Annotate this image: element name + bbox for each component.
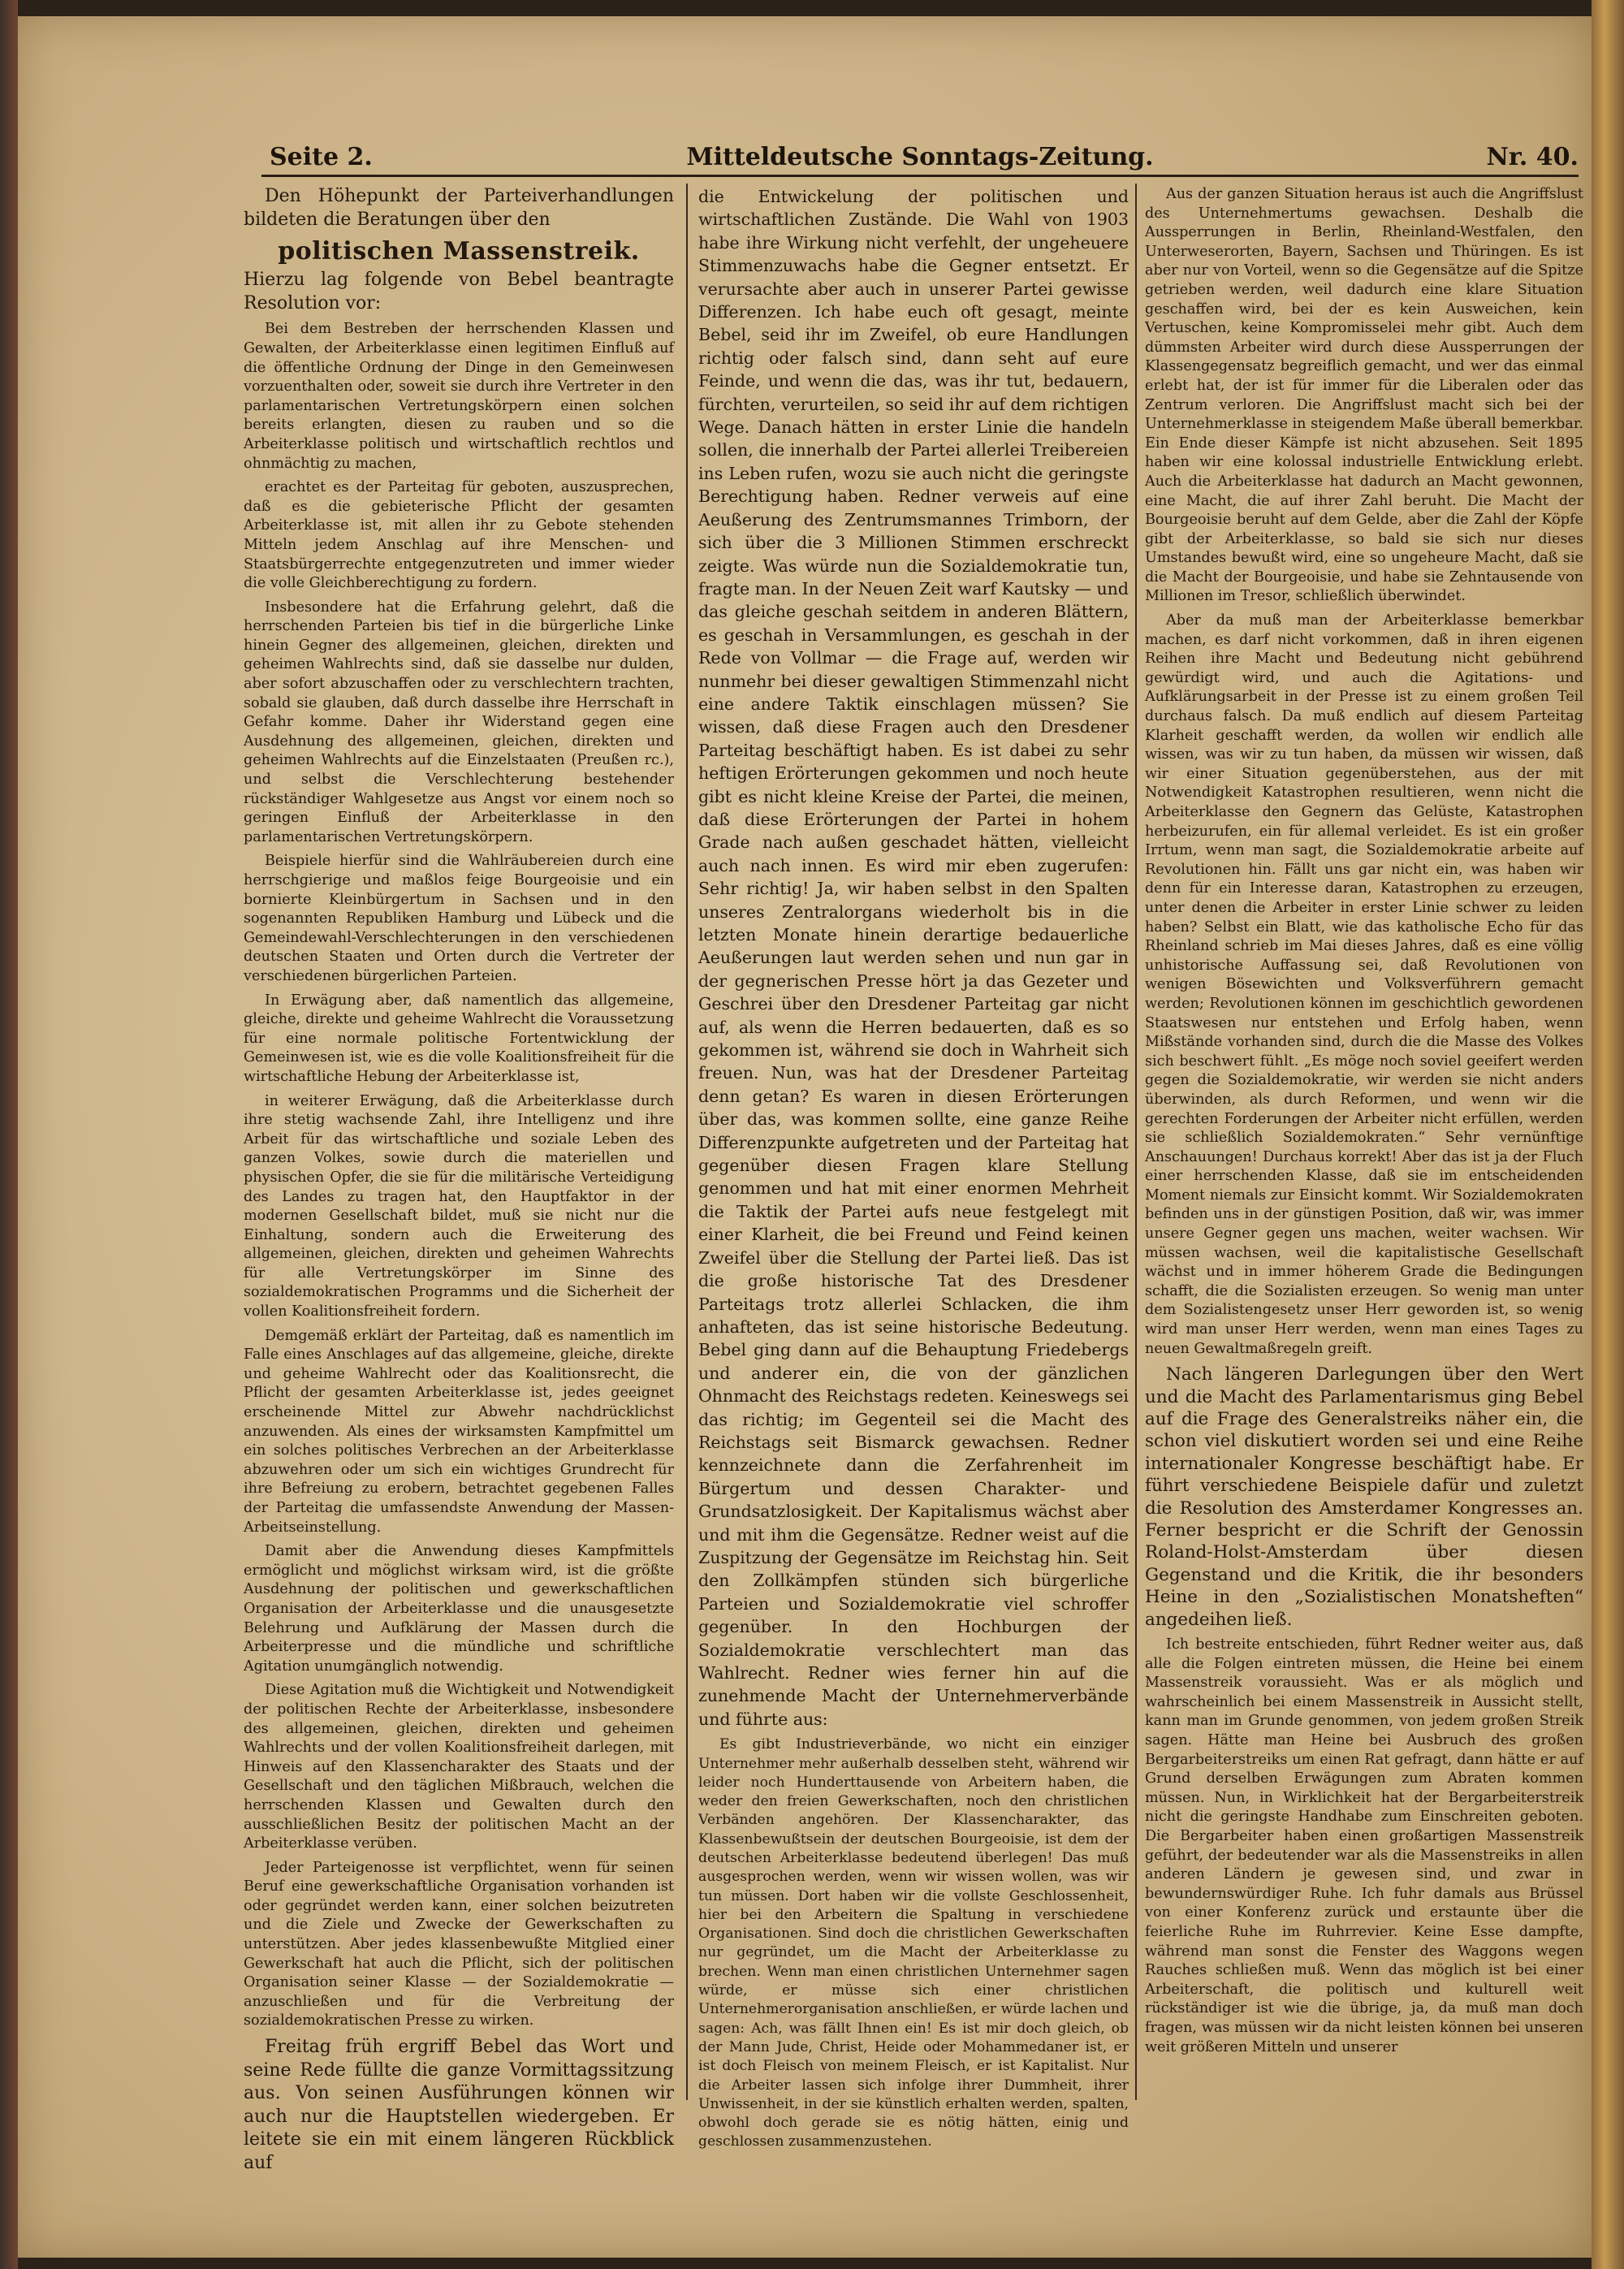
header-rule	[261, 175, 1579, 177]
resolution-paragraph: erachtet es der Parteitag für geboten, auszusprechen, daß es die gebieterische Pflicht der gesamten Arbeiterklasse ist, mit allen ihr zu Gebote stehenden Mitteln jedem Anschlag auf ihre Menschen- und Staatsbürgerrechte entgegenzutreten und immer wieder die volle Gleichberechtigung zu fordern.	[244, 479, 674, 592]
page-edge	[1592, 0, 1624, 2269]
resolution-paragraph: Beispiele hierfür sind die Wahlräubereien durch eine herrschgierige und maßlos feige Bourgeoisie und ein bornierte Kleinbürgertum in Sachsen und in den sogenannten Republiken Hamburg und Lübeck und die Gemeindewahl-Verschlechterungen in den verschiedenen deutschen Staaten und Orten durch die Vertreter der verschiedenen bürgerlichen Parteien.	[244, 853, 674, 984]
resolution-paragraph: Demgemäß erklärt der Parteitag, daß es namentlich im Falle eines Anschlages auf das allgemeine, gleiche, direkte und geheime Wahlrecht oder das Koalitionsrecht, die Pflicht der gesamten Arbeiterklasse ist, jedes geeignet erscheinende Mittel zur Abwehr nachdrücklichst anzuwenden. Als eines der wirksamsten Kampfmittel um ein solches politisches Verbrechen an der Arbeiterklasse abzuwehren oder um sich ein wichtiges Grundrecht für ihre Befreiung zu erobern, betrachtet gegebenen Falles der Parteitag die umfassendste Anwendung der Massen-Arbeitseinstellung.	[244, 1327, 674, 1536]
article-headline: politischen Massenstreik.	[278, 237, 640, 266]
column-3	[1145, 185, 1583, 2102]
article-lead: Hierzu lag folgende von Bebel beantragte Resolution vor:	[244, 270, 674, 313]
book-spine	[0, 0, 18, 2269]
issue-number: Nr. 40.	[1486, 143, 1579, 171]
column-2	[698, 185, 1129, 2150]
resolution-paragraph: In Erwägung aber, daß namentlich das allgemeine, gleiche, direkte und geheime Wahlrecht die Voraussetzung für eine normale politische Fortentwicklung der Gemeinwesen ist, wie es die volle Koalitionsfreiheit für die wirtschaftliche Hebung der Arbeiterklasse ist,	[244, 992, 674, 1085]
article-paragraph: Ich bestreite entschieden, führt Redner weiter aus, daß alle die Folgen eintreten müssen, die Heine bei einem Massenstreik voraussieht. Was er als möglich und wahrscheinlich bei einem Massenstreik in Aussicht stellt, kann man im Grunde genommen, von jedem großen Streik sagen. Hätte man Heine bei Ausbruch des großen Bergarbeiterstreiks um einen Rat gefragt, dann hätte er auf Grund derselben Erwägungen zum Abraten kommen müssen. Nun, in Wirklichkeit hat der Bergarbeiterstreik nicht die geringste Handhabe zum Einschreiten geboten. Die Bergarbeiter haben einen großartigen Massenstreik geführt, der bedeutender war als die Massenstreiks in allen anderen Ländern je gewesen sind, und zwar in bewundernswürdiger Ruhe. Ich fuhr damals aus Brüssel von einer Konferenz zurück und erstaunte über die feierliche Ruhe im Ruhrrevier. Keine Esse dampfte, während man sonst die Fenster des Waggons wegen Rauches schließen muß. Wenn das möglich ist bei einer Arbeiterschaft, die politisch und kulturell weit rückständiger ist wie die übrige, ja, da muß man doch fragen, was müssen wir da nicht leisten können bei unseren weit größeren Mitteln und unserer	[1145, 1636, 1583, 2055]
column-divider	[686, 184, 688, 2100]
page-number: Seite 2.	[270, 143, 373, 171]
quoted-paragraph: Aber da muß man der Arbeiterklasse bemerkbar machen, es darf nicht vorkommen, daß in ihren eigenen Reihen ihre Macht und Bedeutung nicht gebührend gewürdigt wird, und auch die Agitations- und Aufklärungsarbeit in der Presse ist zu einem großen Teil durchaus falsch. Da muß endlich auf diesem Parteitag Klarheit geschafft werden, da wollen wir endlich alle wissen, was wir zu tun haben, da müssen wir wissen, daß wir einer Situation gegenüberstehen, aus der mit Notwendigkeit Katastrophen resultieren, wenn nicht die Arbeiterklasse den Gegnern das Gelüste, Katastrophen herbeizurufen, ein für allemal verleidet. Es ist ein großer Irrtum, wenn man sagt, die Sozialdemokratie arbeite auf Revolutionen hin. Fällt uns gar nicht ein, was haben wir denn für ein Interesse daran, Katastrophen zu erzeugen, unter denen die Arbeiter in erster Linie schwer zu leiden haben? Selbst ein Blatt, wie das katholische Echo für das Rheinland schrieb im Mai dieses Jahres, daß es eine völlig unhistorische Auffassung sei, daß Revolutionen von wenigen Bösewichten und Volksverführern gemacht werden; Revolutionen können im geschichtlich gewordenen Staatswesen nur entstehen und Erfolg haben, wenn Mißstände vorhanden sind, durch die die Masse des Volkes sich beschwert fühlt. „Es möge noch soviel geeifert werden gegen die Sozialdemokratie, wir werden sie nicht anders überwinden, als durch Reformen, und wenn wir die gerechten Forderungen der Arbeiter nicht erfüllen, werden sie schließlich Sozialdemokraten.“ Sehr vernünftige Anschauungen! Durchaus korrekt! Aber das ist ja der Fluch einer herrschenden Klasse, daß sie im entscheidenden Moment niemals zur Einsicht kommt. Wir Sozialdemokraten befinden uns in der günstigen Position, daß wir, was immer unsere Gegner gegen uns machen, weiter wachsen. Wir müssen wachsen, weil die kapitalistische Gesellschaft wächst und in immer höherem Grade die Bedingungen schafft, die die Sozialisten erzeugen. So wenig man unter dem Sozialistengesetz unser Herr geworden ist, so wenig wird man unser Herr werden, wenn man eines Tages zu neuen Gewaltmaßregeln greift.	[1145, 612, 1583, 1357]
column-divider	[1135, 184, 1137, 2100]
article-paragraph: Nach längeren Darlegungen über den Wert und die Macht des Parlamentarismus ging Bebel auf die Frage des Generalstreiks näher ein, die schon viel diskutiert worden sei und eine Reihe internationaler Kongresse beschäftigt habe. Er führt verschiedene Beispiele dafür und zuletzt die Resolution des Amsterdamer Kongresses an. Ferner bespricht er die Schrift der Genossin Roland-Holst-Amsterdam über diesen Gegenstand und die Kritik, die ihr besonders Heine in den „Sozialistischen Monatsheften“ angedeihen ließ.	[1145, 1364, 1583, 1630]
resolution-paragraph: Damit aber die Anwendung dieses Kampfmittels ermöglicht und möglichst wirksam wird, ist die größte Ausdehnung der politischen und gewerkschaftlichen Organisation der Arbeiterklasse und die unausgesetzte Belehrung und Aufklärung der Massen durch die Arbeiterpresse und die mündliche und schriftliche Agitation unumgänglich notwendig.	[244, 1543, 674, 1675]
resolution-paragraph: Jeder Parteigenosse ist verpflichtet, wenn für seinen Beruf eine gewerkschaftliche Organisation vorhanden ist oder gegründet werden kann, einer solchen beizutreten und die Ziele und Zwecke der Gewerkschaften zu unterstützen. Aber jedes klassenbewußte Mitglied einer Gewerkschaft hat auch die Pflicht, sich der politischen Organisation seiner Klasse — der Sozialdemokratie — anzuschließen und für die Verbreitung der sozialdemokratischen Presse zu wirken.	[244, 1859, 674, 2029]
quoted-paragraph: Aus der ganzen Situation heraus ist auch die Angriffslust des Unternehmertums gewachsen. Deshalb die Aussperrungen in Berlin, Rheinland-Westfalen, den Unterweserorten, Bayern, Sachsen und Thüringen. Es ist aber nur von Vorteil, wenn so die Gegensätze auf die Spitze getrieben werden, weil dadurch eine klare Situation geschaffen wird, bei der es kein Ausweichen, kein Vertuschen, keine Kompromisselei mehr gibt. Auch dem dümmsten Arbeiter wird durch diese Aussperrungen der Klassengegensatz begreiflich gemacht, und wer das einmal erlebt hat, der ist für immer für die Liberalen oder das Zentrum verloren. Die Angriffslust macht sich bei der Unternehmerklasse in steigendem Maße überall bemerkbar. Ein Ende dieser Kämpfe ist nicht abzusehen. Seit 1895 haben wir eine kolossal industrielle Entwicklung erlebt. Auch die Arbeiterklasse hat dadurch an Macht gewonnen, eine Macht, die auf ihrer Zahl beruht. Die Macht der Bourgeoisie beruht auf dem Gelde, aber die Zahl der Köpfe gibt der Arbeiterklasse, so bald sie sich nur dieses Umstandes bewußt wird, eine so ungeheure Macht, daß sie die Macht der Bourgeoisie, und habe sie Zehntausende von Millionen im Tresor, schließlich überwindet.	[1145, 186, 1583, 605]
column-1	[244, 185, 674, 2173]
article-paragraph: Freitag früh ergriff Bebel das Wort und seine Rede füllte die ganze Vormittagssitzung aus. Von seinen Ausführungen können wir auch nur die Hauptstellen wiedergeben. Er leitete sie ein mit einem längeren Rückblick auf	[244, 2037, 674, 2173]
article-intro: Den Höhepunkt der Parteiverhandlungen bildeten die Beratungen über den	[244, 186, 674, 230]
article-paragraph: die Entwickelung der politischen und wirtschaftlichen Zustände. Die Wahl von 1903 habe ihre Wirkung nicht verfehlt, der ungeheuere Stimmenzuwachs habe die Gegner entsetzt. Er verursachte aber auch in unserer Partei gewisse Differenzen. Ich habe euch oft gesagt, meinte Bebel, seid ihr im Zweifel, ob eure Handlungen richtig oder falsch sind, dann seht auf eure Feinde, und wenn die das, was ihr tut, bedauern, fürchten, verurteilen, so seid ihr auf dem richtigen Wege. Danach hätten in erster Linie die handeln sollen, die innerhalb der Partei allerlei Treibereien ins Leben rufen, wozu sie auch nicht die geringste Berechtigung haben. Redner verweis auf eine Aeußerung des Zentrumsmannes Trimborn, der sich über die 3 Millionen Stimmen erschreckt zeigte. Was würde nun die Sozialdemokratie tun, fragte man. In der Neuen Zeit warf Kautsky — und das gleiche geschah seitdem in anderen Blättern, es geschah in Versammlungen, es geschah in der Rede von Vollmar — die Frage auf, werden wir nunmehr bei dieser gewaltigen Stimmenzahl nicht eine andere Taktik einschlagen müssen? Sie wissen, daß diese Fragen auch den Dresdener Parteitag beschäftigt haben. Es ist dabei zu sehr heftigen Erörterungen gekommen und noch heute gibt es nicht kleine Kreise der Partei, die meinen, daß diese Erörterungen der Partei in hohem Grade nach außen geschadet hätten, vielleicht auch nach innen. Es wird mir eben zugerufen: Sehr richtig! Ja, wir haben selbst in den Spalten unseres Zentralorgans wiederholt bis in die letzten Monate hinein derartige bedauerliche Aeußerungen laut werden sehen und nun gar in der gegnerischen Presse hört ja das Gezeter und Geschrei über den Dresdener Parteitag gar nicht auf, als wenn die Herren bedauerten, daß es so gekommen ist, während sie doch in Wahrheit sich freuen. Nun, was hat der Dresdener Parteitag denn getan? Es waren in diesen Erörterungen über das, was kommen sollte, eine ganze Reihe Differenzpunkte aufgetreten und der Parteitag hat gegenüber diesen Fragen klare Stellung genommen und hat mit einer enormen Mehrheit die Taktik der Partei aufs neue festgelegt mit einer Klarheit, die bei Freund und Feind keinen Zweifel über die Stellung der Partei ließ. Das ist die große historische Tat des Dresdener Parteitags trotz allerlei Schlacken, die ihm anhafteten, das ist seine historische Bedeutung. Bebel ging dann auf die Behauptung Friedebergs und anderer ein, die von der gänzlichen Ohnmacht des Reichstags redeten. Keineswegs sei das richtig; im Gegenteil sei die Macht des Reichstags seit Bismarck gewachsen. Redner kennzeichnete dann die Zerfahrenheit im Bürgertum und dessen Charakter- und Grundsatzlosigkeit. Der Kapitalismus wächst aber und mit ihm die Gegensätze. Redner weist auf die Zuspitzung der Gegensätze im Reichstag hin. Seit den Zollkämpfen stünden sich bürgerliche Parteien und Sozialdemokratie viel schroffer gegenüber. In den Hochburgen der Sozialdemokratie verschlechtert man das Wahlrecht. Redner wies ferner hin auf die zunehmende Macht der Unternehmerverbände und führte aus:	[698, 187, 1129, 1729]
resolution-paragraph: Insbesondere hat die Erfahrung gelehrt, daß die herrschenden Parteien bis tief in die bürgerliche Linke hinein Gegner des allgemeinen, gleichen, direkten und geheimen Wahlrechts sind, daß sie dasselbe nur dulden, aber sofort abzuschaffen oder zu verschlechtern trachten, sobald sie glauben, daß durch dasselbe ihre Herrschaft in Gefahr komme. Daher ihr Widerstand gegen eine Ausdehnung des allgemeinen, gleichen, direkten und geheimen Wahlrechts auf die Einzelstaaten (Preußen rc.), und selbst die Verschlechterung bestehender rückständiger Wahlgesetze aus Angst vor einem noch so geringen Einfluß der Arbeiterklasse in den parlamentarischen Vertretungskörpern.	[244, 599, 674, 845]
resolution-paragraph: Diese Agitation muß die Wichtigkeit und Notwendigkeit der politischen Rechte der Arbeiterklasse, insbesondere des allgemeinen, gleichen, direkten und geheimen Wahlrechts und der vollen Koalitionsfreiheit darlegen, mit Hinweis auf den Klassencharakter des Staats und der Gesellschaft und den täglichen Mißbrauch, welchen die herrschenden Klassen und Gewalten durch den ausschließlichen Besitz der politischen Macht an der Arbeiterklasse verüben.	[244, 1682, 674, 1852]
quoted-paragraph: Es gibt Industrieverbände, wo nicht ein einziger Unternehmer mehr außerhalb desselben steht, während wir leider noch Hunderttausende von Arbeitern haben, die weder den freien Gewerkschaften, noch den christlichen Verbänden angehören. Der Klassencharakter, das Klassenbewußtsein der deutschen Bourgeoisie, ist dem der deutschen Arbeiterklasse bedeutend überlegen! Das muß ausgesprochen werden, wenn wir wissen wollen, was wir tun müssen. Dort haben wir die vollste Geschlossenheit, hier bei den Arbeitern die Spaltung in verschiedene Organisationen. Sind doch die christlichen Gewerkschaften nur gegründet, um die Macht der Arbeiterklasse zu brechen. Wenn man einen christlichen Unternehmer sagen würde, er müsse sich einer christlichen Unternehmerorganisation anschließen, er würde lachen und sagen: Ach, was fällt Ihnen ein! Es ist mir doch gleich, ob der Mann Jude, Christ, Heide oder Mohammedaner ist, er ist doch Fleisch von meinem Fleisch, er ist Kapitalist. Nur die Arbeiter lassen sich infolge ihrer Dummheit, ihrer Unwissenheit, in der sie künstlich erhalten werden, spalten, obwohl doch gerade sie es nötig hätten, einig und geschlossen zusammenzustehen.	[698, 1736, 1129, 2150]
page-header	[261, 138, 1579, 175]
resolution-paragraph: Bei dem Bestreben der herrschenden Klassen und Gewalten, der Arbeiterklasse einen legitimen Einfluß auf die öffentliche Ordnung der Dinge in den Gemeinwesen vorzuenthalten oder, soweit sie durch ihre Vertreter in den parlamentarischen Vertretungskörpern einen solchen bereits erlangten, diesen zu rauben und so die Arbeiterklasse politisch und wirtschaftlich rechtlos und ohnmächtig zu machen,	[244, 321, 674, 472]
resolution-paragraph: in weiterer Erwägung, daß die Arbeiterklasse durch ihre stetig wachsende Zahl, ihre Intelligenz und ihre Arbeit für das wirtschaftliche und soziale Leben des ganzen Volkes, sowie durch die materiellen und physischen Opfer, die sie für die militärische Verteidigung des Landes zu tragen hat, den Hauptfaktor in der modernen Gesellschaft bildet, muß sie nicht nur die Einhaltung, sondern auch die Erweiterung des allgemeinen, gleichen, direkten und geheimen Wahrechts für alle Vertretungskörper im Sinne des sozialdemokratischen Programms und die Sicherheit der vollen Koalitionsfreiheit fordern.	[244, 1092, 674, 1320]
newspaper-title: Mitteldeutsche Sonntags-Zeitung.	[686, 143, 1154, 171]
